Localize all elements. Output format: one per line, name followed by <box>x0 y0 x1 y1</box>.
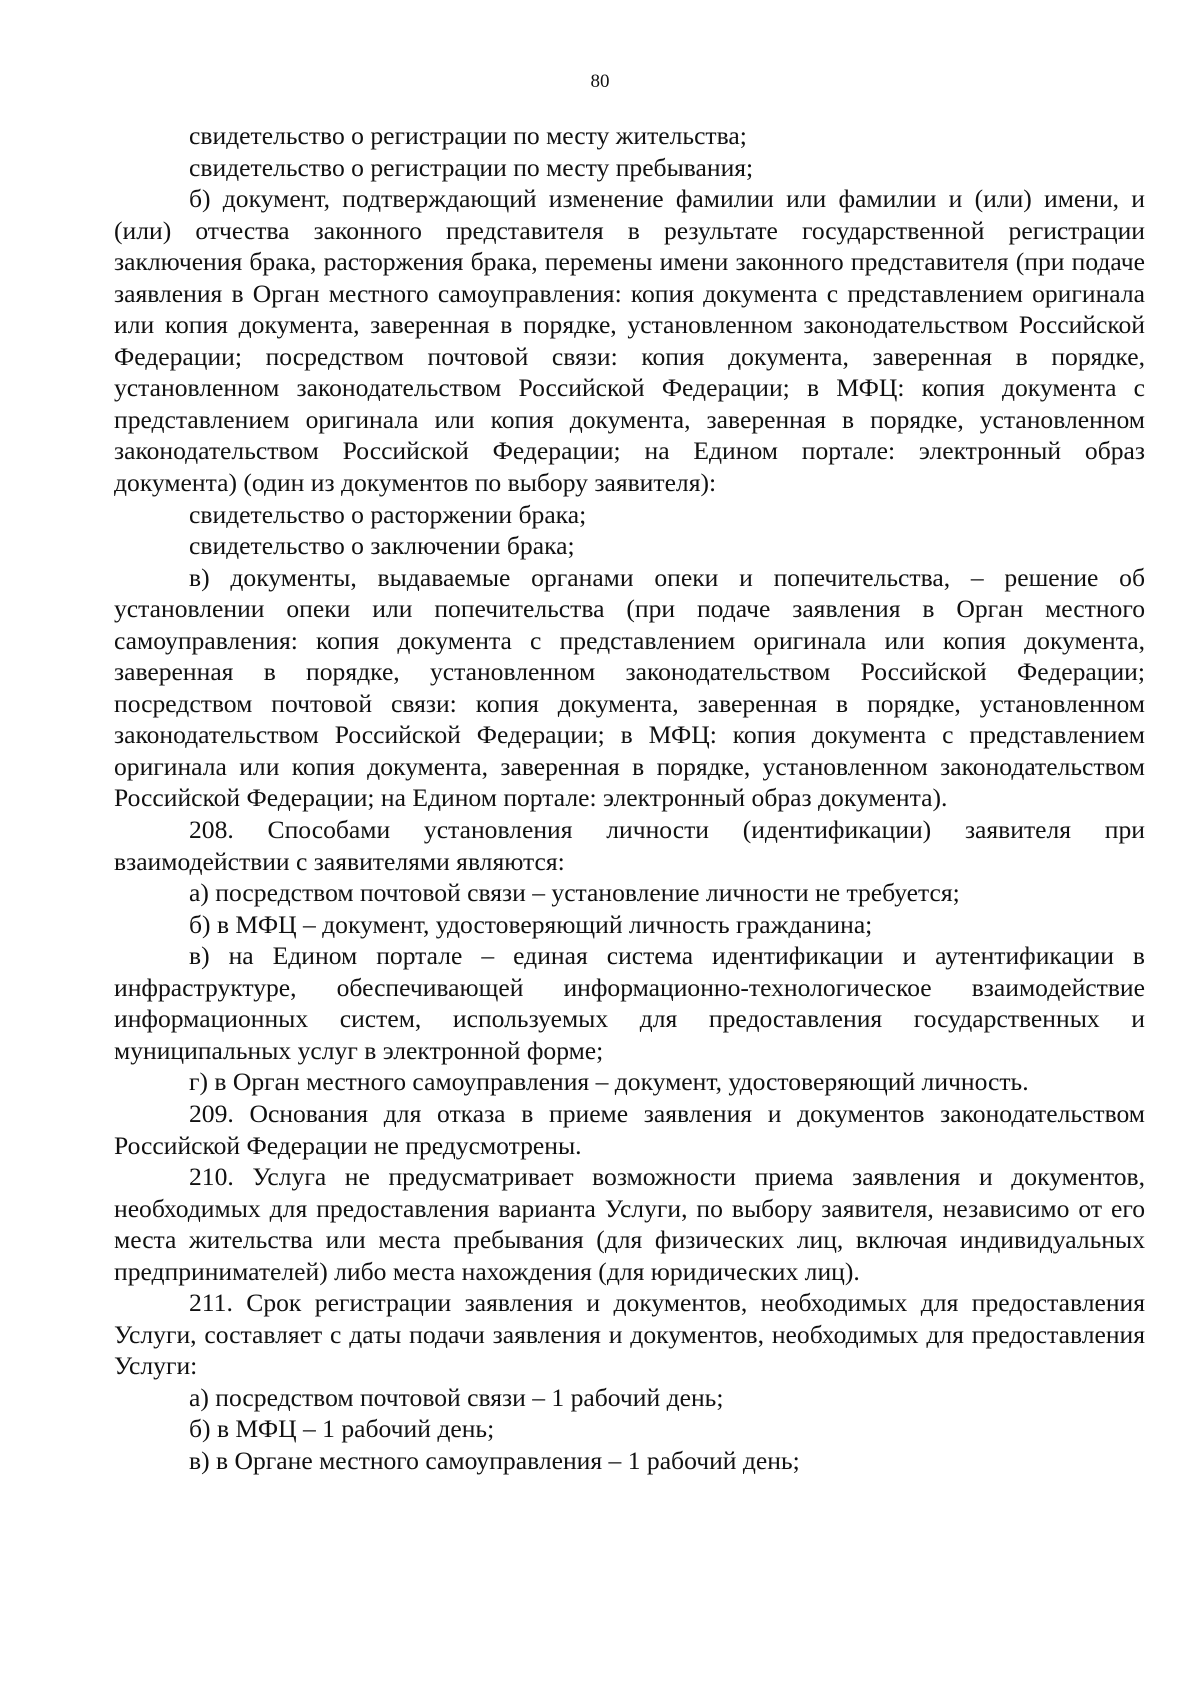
paragraph-211-v-local-authority: в) в Органе местного самоуправления – 1 рабочий день; <box>189 1445 800 1475</box>
paragraph-211-b-mfc: б) в МФЦ – 1 рабочий день; <box>189 1414 495 1444</box>
paragraph-208-g-local-authority: г) в Орган местного самоуправления – документ, удостоверяющий личность. <box>189 1067 1029 1097</box>
paragraph-residence-certificate: свидетельство о регистрации по месту жительства; <box>189 121 747 150</box>
paragraph-stay-certificate: свидетельство о регистрации по месту пребывания; <box>189 152 754 182</box>
paragraph-divorce-certificate: свидетельство о расторжении брака; <box>189 499 587 529</box>
paragraph-211-registration-term: 211. Срок регистрации заявления и документов, необходимых для предоставления Услуги, составляет с даты подачи заявления и документов, необходимых для предоставления Услуги: <box>114 1288 1145 1381</box>
paragraph-211-a-postal: а) посредством почтовой связи – 1 рабочий день; <box>189 1382 724 1412</box>
paragraph-208-b-mfc: б) в МФЦ – документ, удостоверяющий личность гражданина; <box>189 909 873 939</box>
paragraph-210-extraterritorial: 210. Услуга не предусматривает возможности приема заявления и документов, необходимых для предоставления варианта Услуги, по выбору заявителя, независимо от его места жительства или места пребывания (для физических лиц, включая индивидуальных предпринимателей) либо места нахождения (для юридических лиц). <box>114 1162 1145 1286</box>
paragraph-v-guardianship-documents: в) документы, выдаваемые органами опеки и попечительства, – решение об установлении опеки или попечительства (при подаче заявления в Орган местного самоуправления: копия документа с представлением оригинала или копия документа, заверенная в порядке, установленном законодательством Российской Федерации; посредством почтовой связи: копия документа, заверенная в порядке, установленном законодательством Российской Федерации; в МФЦ: копия документа с представлением оригинала или копия документа, заверенная в порядке, установленном законодательством Российской Федерации; на Едином портале: электронный образ документа). <box>114 562 1145 813</box>
paragraph-208-a-postal: а) посредством почтовой связи – установление личности не требуется; <box>189 878 960 908</box>
paragraph-208-identification-methods: 208. Способами установления личности (идентификации) заявителя при взаимодействии с заявителями являются: <box>114 815 1145 876</box>
paragraph-208-v-unified-portal: в) на Едином портале – единая система идентификации и аутентификации в инфраструктуре, обеспечивающей информационно-технологическое взаимодействие информационных систем, используемых для предоставления государственных и муниципальных услуг в электронной форме; <box>114 941 1145 1065</box>
paragraph-209-refusal-grounds: 209. Основания для отказа в приеме заявления и документов законодательством Российской Федерации не предусмотрены. <box>114 1098 1145 1160</box>
paragraph-marriage-certificate: свидетельство о заключении брака; <box>189 531 575 561</box>
document-body <box>114 120 1145 1477</box>
page-number: 80 <box>590 71 610 92</box>
paragraph-b-name-change-document: б) документ, подтверждающий изменение фамилии или фамилии и (или) имени, и (или) отчества законного представителя в результате государственной регистрации заключения брака, расторжения брака, перемены имени законного представителя (при подаче заявления в Орган местного самоуправления: копия документа с представлением оригинала или копия документа, заверенная в порядке, установленном законодательством Российской Федерации; посредством почтовой связи: копия документа, заверенная в порядке, установленном законодательством Российской Федерации; в МФЦ: копия документа с представлением оригинала или копия документа, заверенная в порядке, установленном законодательством Российской Федерации; на Едином портале: электронный образ документа) (один из документов по выбору заявителя): <box>114 184 1145 498</box>
